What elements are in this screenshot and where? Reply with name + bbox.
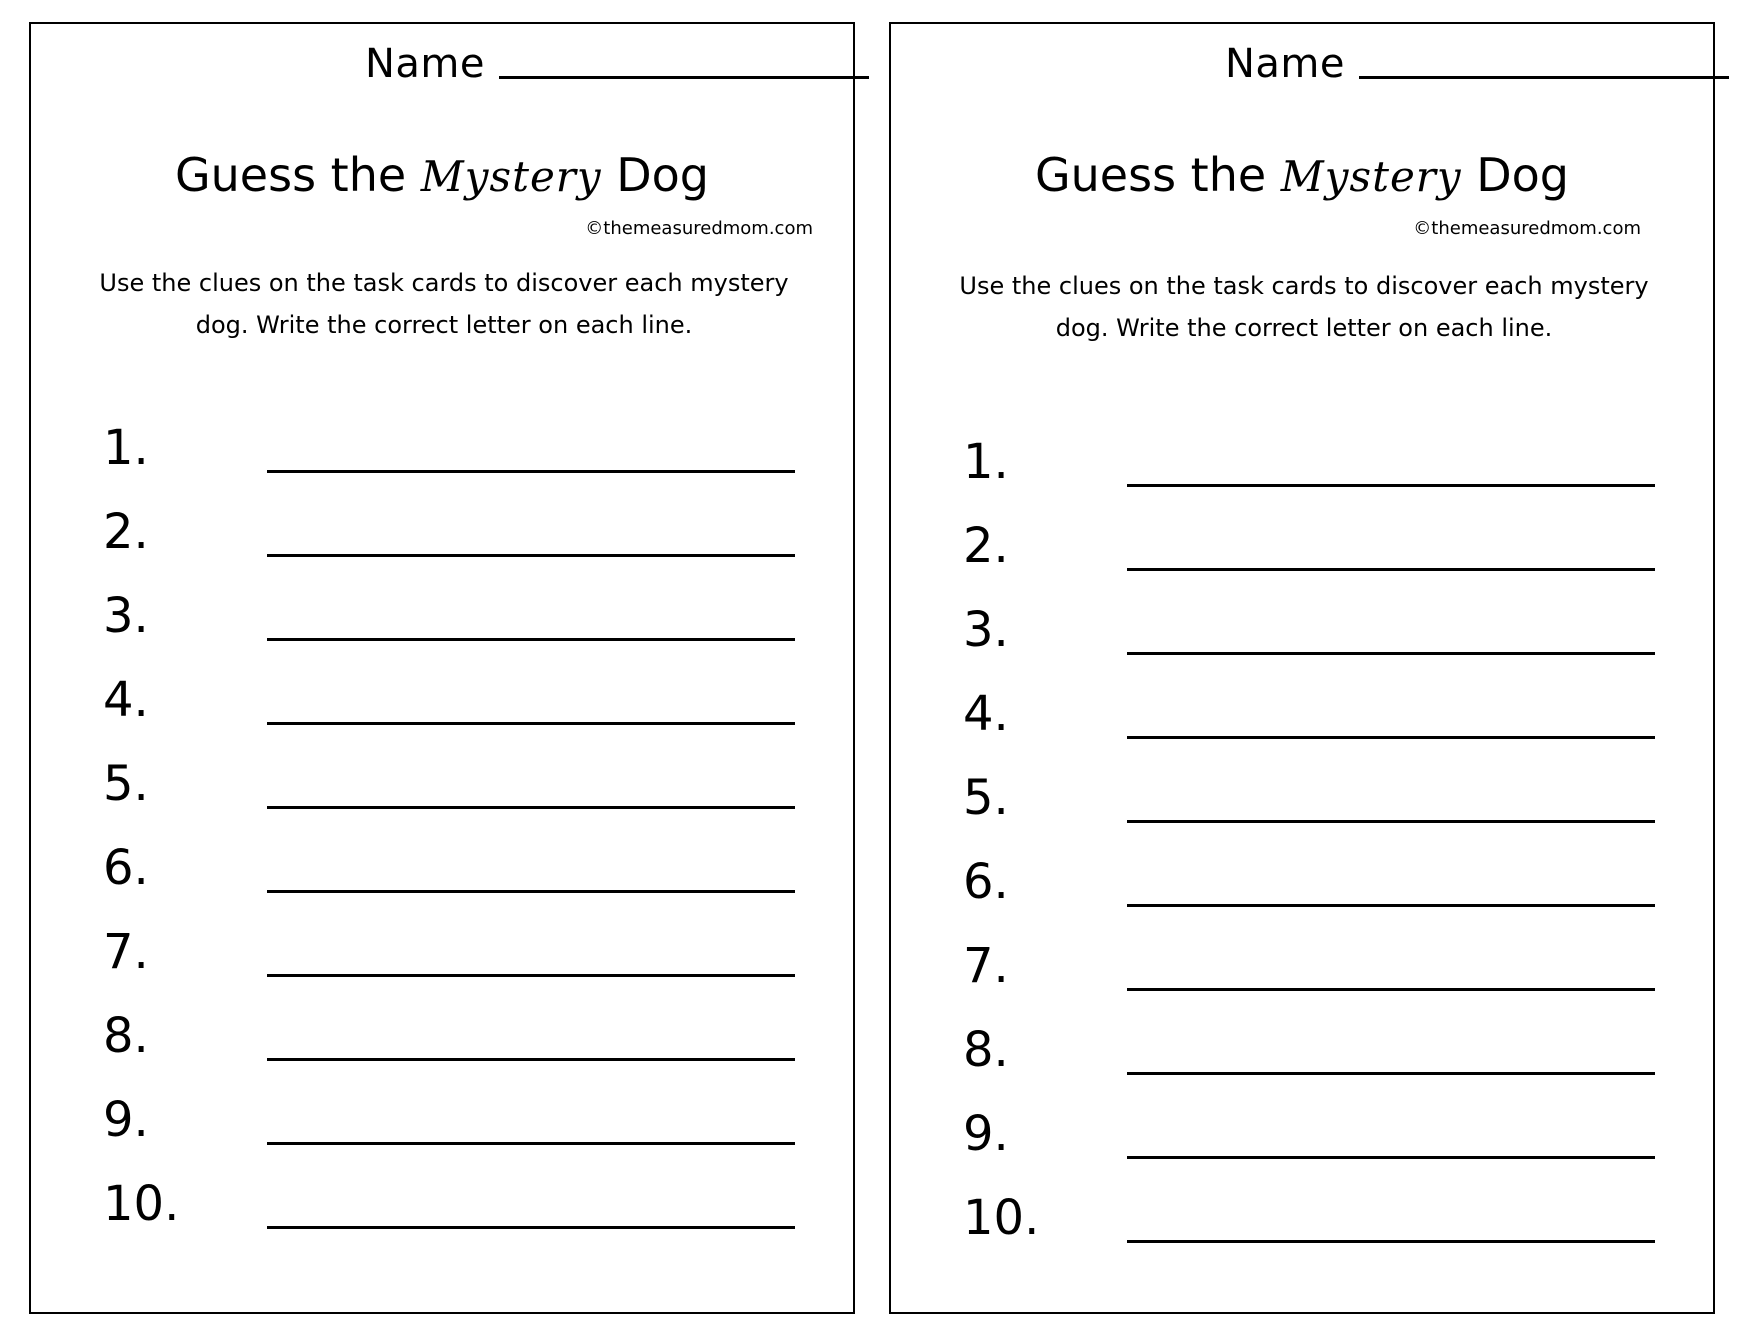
answer-number: 2. [103, 504, 149, 560]
answer-number: 4. [103, 672, 149, 728]
answer-row [31, 1092, 853, 1180]
answer-number: 6. [103, 840, 149, 896]
answer-line[interactable] [267, 806, 795, 809]
answer-line[interactable] [267, 554, 795, 557]
answer-line[interactable] [267, 470, 795, 473]
answer-line[interactable] [1127, 568, 1655, 571]
answer-number: 9. [103, 1092, 149, 1148]
answer-number: 7. [103, 924, 149, 980]
worksheet-right [889, 22, 1715, 1314]
answer-line[interactable] [267, 1058, 795, 1061]
answer-line[interactable] [267, 638, 795, 641]
name-label: Name [365, 41, 486, 87]
answer-number: 4. [963, 686, 1009, 742]
answer-row [891, 1190, 1713, 1278]
answer-number: 1. [103, 420, 149, 476]
answer-number: 10. [103, 1176, 180, 1232]
answer-row [891, 518, 1713, 606]
answer-line[interactable] [1127, 820, 1655, 823]
answer-line[interactable] [267, 1142, 795, 1145]
answer-number: 5. [963, 770, 1009, 826]
answer-row [891, 1022, 1713, 1110]
answer-row [31, 1008, 853, 1096]
answer-number: 5. [103, 756, 149, 812]
worksheet-left-content [31, 24, 853, 1312]
title-part-2: Mystery [420, 152, 602, 201]
answer-number: 1. [963, 434, 1009, 490]
answer-row [891, 1106, 1713, 1194]
name-field [365, 41, 869, 87]
copyright-text: ©themeasuredmom.com [585, 218, 813, 239]
name-line[interactable] [499, 76, 869, 79]
answer-line[interactable] [1127, 652, 1655, 655]
answer-line[interactable] [267, 1226, 795, 1229]
answer-row [31, 672, 853, 760]
copyright-text: ©themeasuredmom.com [1413, 218, 1641, 239]
answer-row [891, 938, 1713, 1026]
instructions-text: Use the clues on the task cards to discover each mystery dog. Write the correct letter on each line. [99, 269, 789, 339]
name-line[interactable] [1359, 76, 1729, 79]
answer-number: 6. [963, 854, 1009, 910]
worksheet-right-content [891, 24, 1713, 1312]
title-part-3: Dog [616, 148, 709, 202]
title-part-2: Mystery [1280, 152, 1462, 201]
answer-line[interactable] [1127, 736, 1655, 739]
answer-line[interactable] [267, 974, 795, 977]
answer-line[interactable] [1127, 484, 1655, 487]
worksheet-title [31, 148, 853, 202]
answer-row [891, 602, 1713, 690]
answer-line[interactable] [1127, 988, 1655, 991]
answer-number: 9. [963, 1106, 1009, 1162]
worksheet-title [891, 148, 1713, 202]
answer-line[interactable] [1127, 1072, 1655, 1075]
answer-number: 3. [963, 602, 1009, 658]
answer-row [31, 420, 853, 508]
answer-row [31, 840, 853, 928]
answer-number: 2. [963, 518, 1009, 574]
answer-row [891, 770, 1713, 858]
answer-line[interactable] [267, 890, 795, 893]
answer-row [891, 854, 1713, 942]
title-part-1: Guess the [175, 148, 407, 202]
name-label: Name [1225, 41, 1346, 87]
answer-number: 7. [963, 938, 1009, 994]
answer-number: 8. [963, 1022, 1009, 1078]
instructions-text: Use the clues on the task cards to discover each mystery dog. Write the correct letter on each line. [959, 272, 1649, 342]
answer-row [31, 504, 853, 592]
answer-row [31, 1176, 853, 1264]
answer-number: 3. [103, 588, 149, 644]
worksheet-left [29, 22, 855, 1314]
title-part-1: Guess the [1035, 148, 1267, 202]
answer-line[interactable] [1127, 1240, 1655, 1243]
answer-number: 10. [963, 1190, 1040, 1246]
answer-line[interactable] [267, 722, 795, 725]
answer-row [891, 434, 1713, 522]
answer-row [31, 924, 853, 1012]
answer-number: 8. [103, 1008, 149, 1064]
answer-line[interactable] [1127, 1156, 1655, 1159]
name-field [1225, 41, 1729, 87]
answer-line[interactable] [1127, 904, 1655, 907]
answer-row [891, 686, 1713, 774]
answer-row [31, 588, 853, 676]
answer-row [31, 756, 853, 844]
title-part-3: Dog [1476, 148, 1569, 202]
